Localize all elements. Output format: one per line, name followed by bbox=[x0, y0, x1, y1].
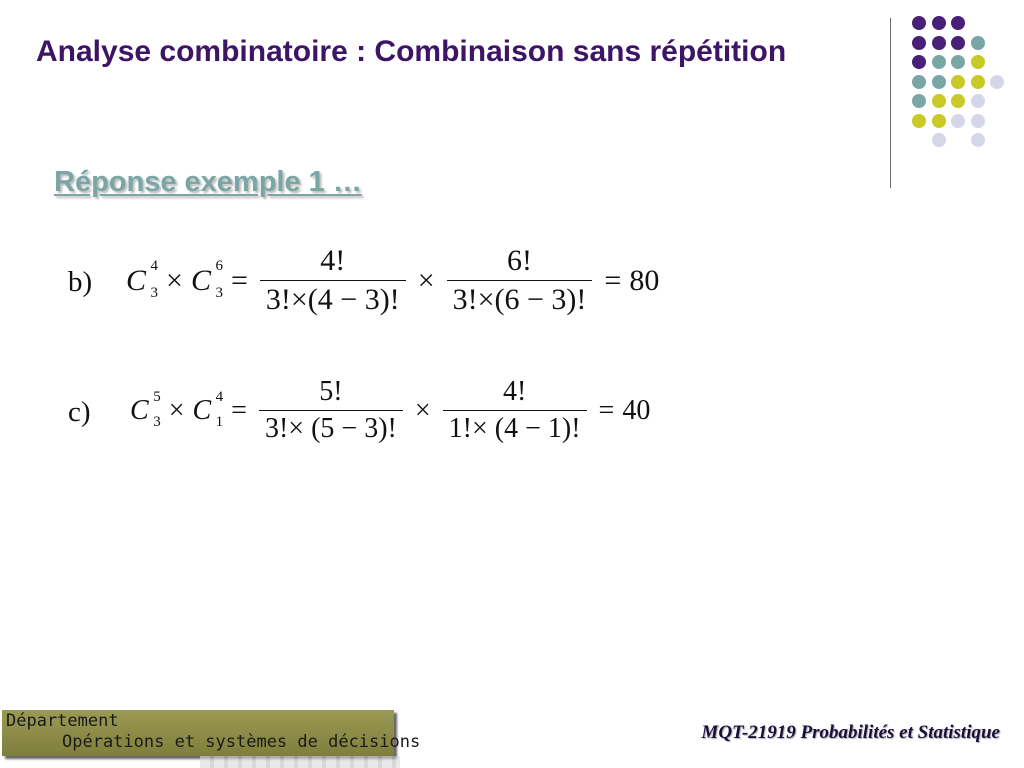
decor-dot bbox=[932, 133, 946, 147]
times-symbol: × bbox=[417, 263, 435, 297]
decor-dot bbox=[951, 75, 965, 89]
times-symbol: × bbox=[414, 394, 431, 426]
decor-dot bbox=[951, 16, 965, 30]
decor-dot bbox=[932, 94, 946, 108]
decor-dot bbox=[912, 75, 926, 89]
decor-dot bbox=[971, 36, 985, 50]
decor-dot bbox=[912, 114, 926, 128]
decor-dot bbox=[951, 55, 965, 69]
fraction-numerator: 4! bbox=[320, 244, 346, 277]
equation-b bbox=[126, 244, 659, 317]
equation-result: 80 bbox=[629, 263, 660, 297]
department-name: Département bbox=[6, 711, 119, 731]
slide-title: Analyse combinatoire : Combinaison sans répétition bbox=[36, 35, 787, 68]
combination-term: C 5 3 bbox=[130, 388, 161, 430]
department-subname: Opérations et systèmes de décisions bbox=[62, 732, 421, 752]
decor-dot bbox=[932, 114, 946, 128]
divider-line bbox=[890, 18, 891, 188]
decor-dot bbox=[990, 75, 1004, 89]
equation-b-label: b) bbox=[68, 266, 93, 298]
decor-dot bbox=[912, 55, 926, 69]
decor-dot bbox=[912, 36, 926, 50]
department-logo bbox=[2, 710, 421, 756]
equation-c bbox=[130, 376, 650, 445]
equals-symbol: = bbox=[598, 394, 615, 426]
slide-subtitle: Réponse exemple 1 … bbox=[54, 166, 362, 198]
times-symbol: × bbox=[166, 263, 183, 297]
decor-dot bbox=[971, 114, 985, 128]
course-name: MQT-21919 Probabilités et Statistique bbox=[701, 722, 1000, 743]
fraction bbox=[447, 244, 593, 317]
decor-dot bbox=[912, 16, 926, 30]
fraction-numerator: 4! bbox=[502, 376, 527, 407]
equation-result: 40 bbox=[622, 394, 651, 426]
fraction-denominator: 3!×(6 − 3)! bbox=[447, 280, 593, 317]
decor-dot bbox=[971, 94, 985, 108]
building-image bbox=[200, 756, 400, 768]
decor-dot bbox=[951, 114, 965, 128]
decor-dot bbox=[932, 36, 946, 50]
fraction-denominator: 3!×(4 − 3)! bbox=[260, 280, 406, 317]
decor-dot bbox=[951, 94, 965, 108]
decor-dot bbox=[932, 55, 946, 69]
decor-dot bbox=[971, 55, 985, 69]
decor-dot bbox=[912, 94, 926, 108]
fraction bbox=[259, 376, 403, 445]
decor-dot bbox=[951, 36, 965, 50]
equals-symbol: = bbox=[230, 263, 248, 297]
combination-term: C 4 3 bbox=[126, 257, 159, 301]
equals-symbol: = bbox=[231, 394, 247, 426]
decor-dot bbox=[932, 16, 946, 30]
fraction-denominator: 1!× (4 − 1)! bbox=[443, 410, 587, 445]
combination-term: C 6 3 bbox=[190, 257, 223, 301]
fraction bbox=[260, 244, 406, 317]
equals-symbol: = bbox=[604, 263, 622, 297]
decor-dot bbox=[932, 75, 946, 89]
equation-c-label: c) bbox=[68, 396, 91, 428]
decor-dot bbox=[971, 75, 985, 89]
combination-term: C 4 1 bbox=[192, 388, 224, 430]
fraction-numerator: 6! bbox=[507, 244, 533, 277]
fraction-denominator: 3!× (5 − 3)! bbox=[259, 410, 403, 445]
times-symbol: × bbox=[168, 394, 185, 426]
fraction bbox=[443, 376, 587, 445]
fraction-numerator: 5! bbox=[319, 376, 343, 407]
decor-dot bbox=[971, 133, 985, 147]
